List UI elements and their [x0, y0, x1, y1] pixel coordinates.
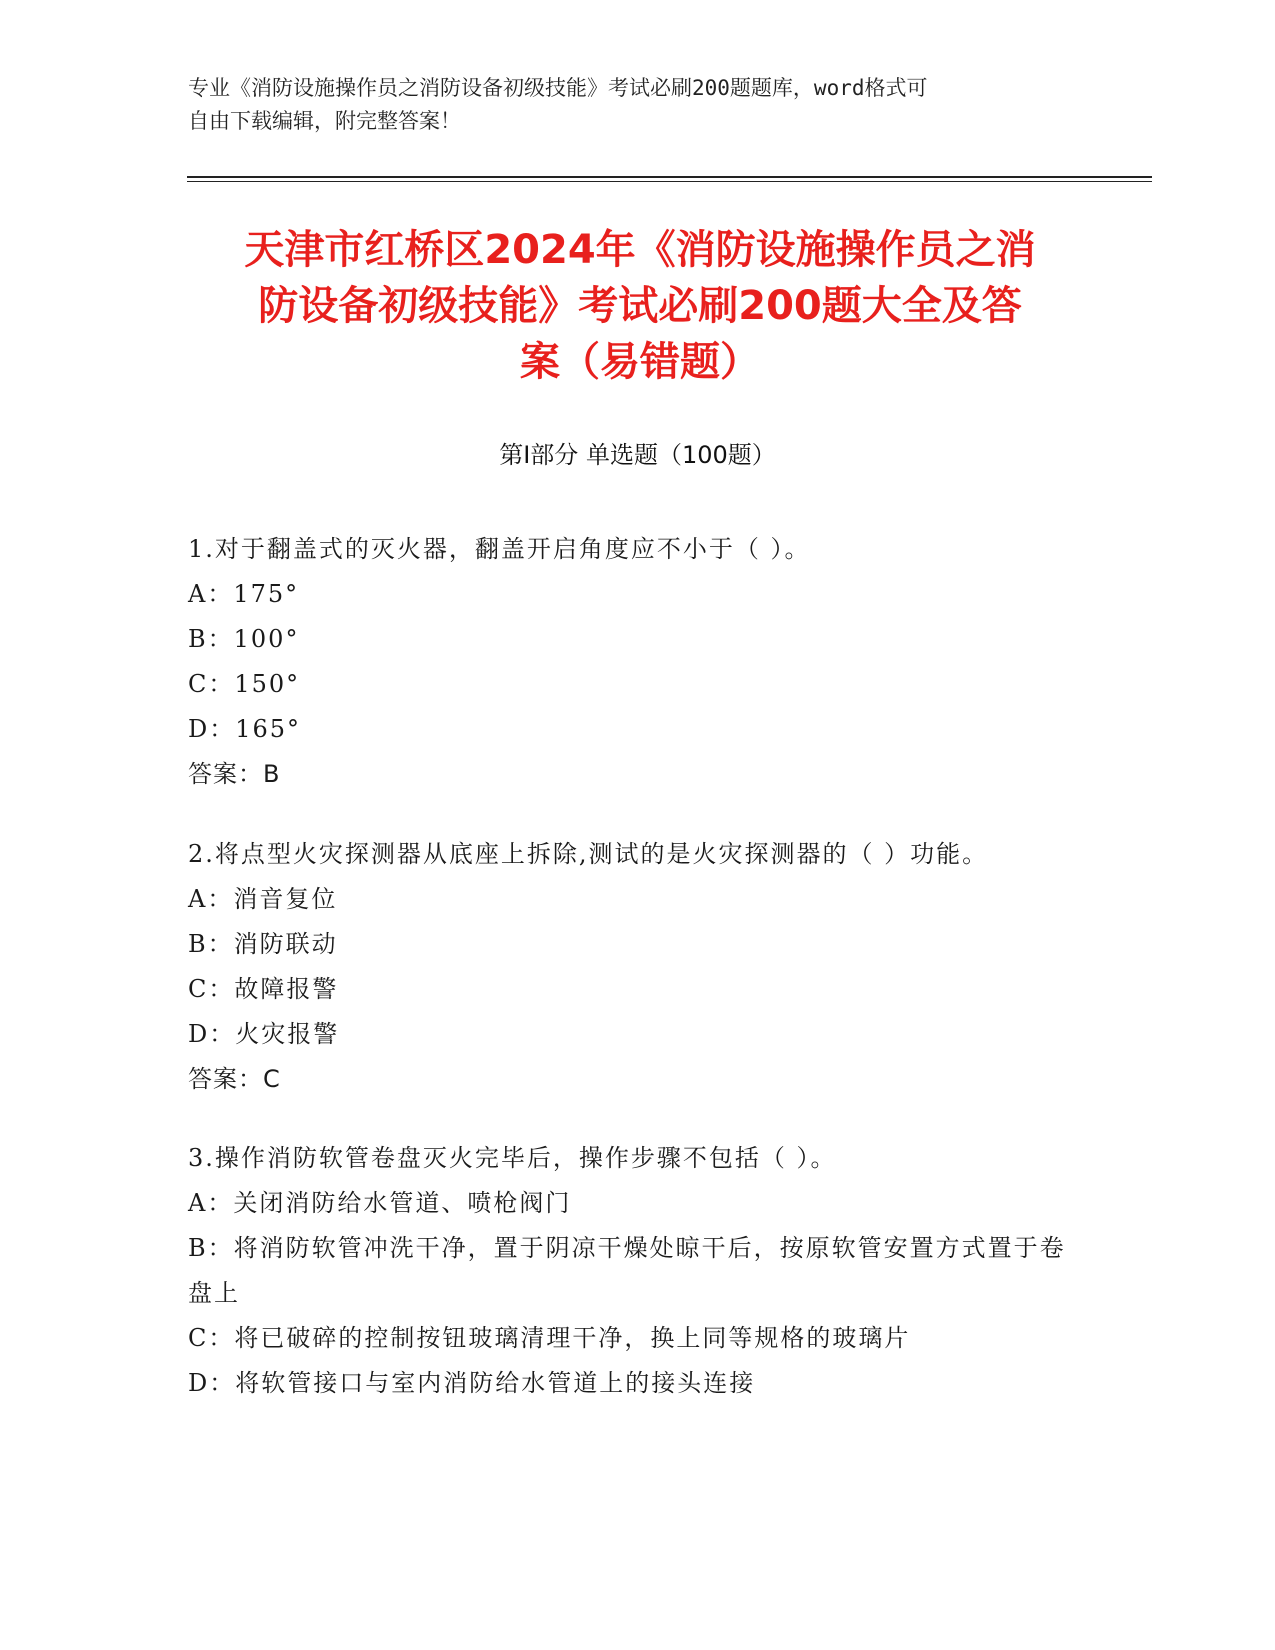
- question-stem: 3.操作消防软管卷盘灭火完毕后，操作步骤不包括（ ）。: [188, 1144, 837, 1172]
- option-d: D：将软管接口与室内消防给水管道上的接头连接: [188, 1369, 756, 1397]
- section-heading: 第I部分 单选题（100题）: [499, 441, 776, 469]
- option-b: B：消防联动: [188, 930, 338, 958]
- option-b: B：100°: [188, 625, 300, 653]
- header-note-line-2: 自由下载编辑，附完整答案！: [188, 109, 461, 133]
- header-note-line-1: 专业《消防设施操作员之消防设备初级技能》考试必刷200题题库，word格式可: [188, 76, 928, 100]
- document-title: [170, 222, 1110, 390]
- option-d: D：165°: [188, 715, 302, 743]
- question-stem: 2.将点型火灾探测器从底座上拆除,测试的是火灾探测器的（ ）功能。: [188, 840, 989, 868]
- option-b: B：将消防软管冲洗干净，置于阴凉干燥处晾干后，按原软管安置方式置于卷盘上: [188, 1234, 1066, 1307]
- document-title-line-2: 防设备初级技能》考试必刷200题大全及答: [258, 283, 1022, 329]
- option-a: A：关闭消防给水管道、喷枪阀门: [188, 1189, 572, 1217]
- header-divider-thin: [187, 181, 1152, 182]
- question-3: [188, 1136, 1068, 1406]
- answer: 答案：B: [188, 760, 281, 788]
- document-title-line-1: 天津市红桥区2024年《消防设施操作员之消: [244, 227, 1036, 273]
- question-2: [188, 831, 1068, 1102]
- document-title-line-3: 案（易错题）: [520, 339, 760, 385]
- header-divider-thick: [187, 176, 1152, 178]
- option-c: C：故障报警: [188, 975, 339, 1003]
- question-list: [188, 527, 1068, 1440]
- question-1: [188, 527, 1068, 797]
- option-c: C：将已破碎的控制按钮玻璃清理干净，换上同等规格的玻璃片: [188, 1324, 911, 1352]
- question-stem: 1.对于翻盖式的灭火器，翻盖开启角度应不小于（ ）。: [188, 535, 811, 563]
- header-note: [188, 72, 1088, 138]
- answer: 答案：C: [188, 1065, 281, 1093]
- option-a: A：消音复位: [188, 885, 338, 913]
- option-d: D：火灾报警: [188, 1020, 340, 1048]
- option-a: A：175°: [188, 580, 300, 608]
- option-c: C：150°: [188, 670, 301, 698]
